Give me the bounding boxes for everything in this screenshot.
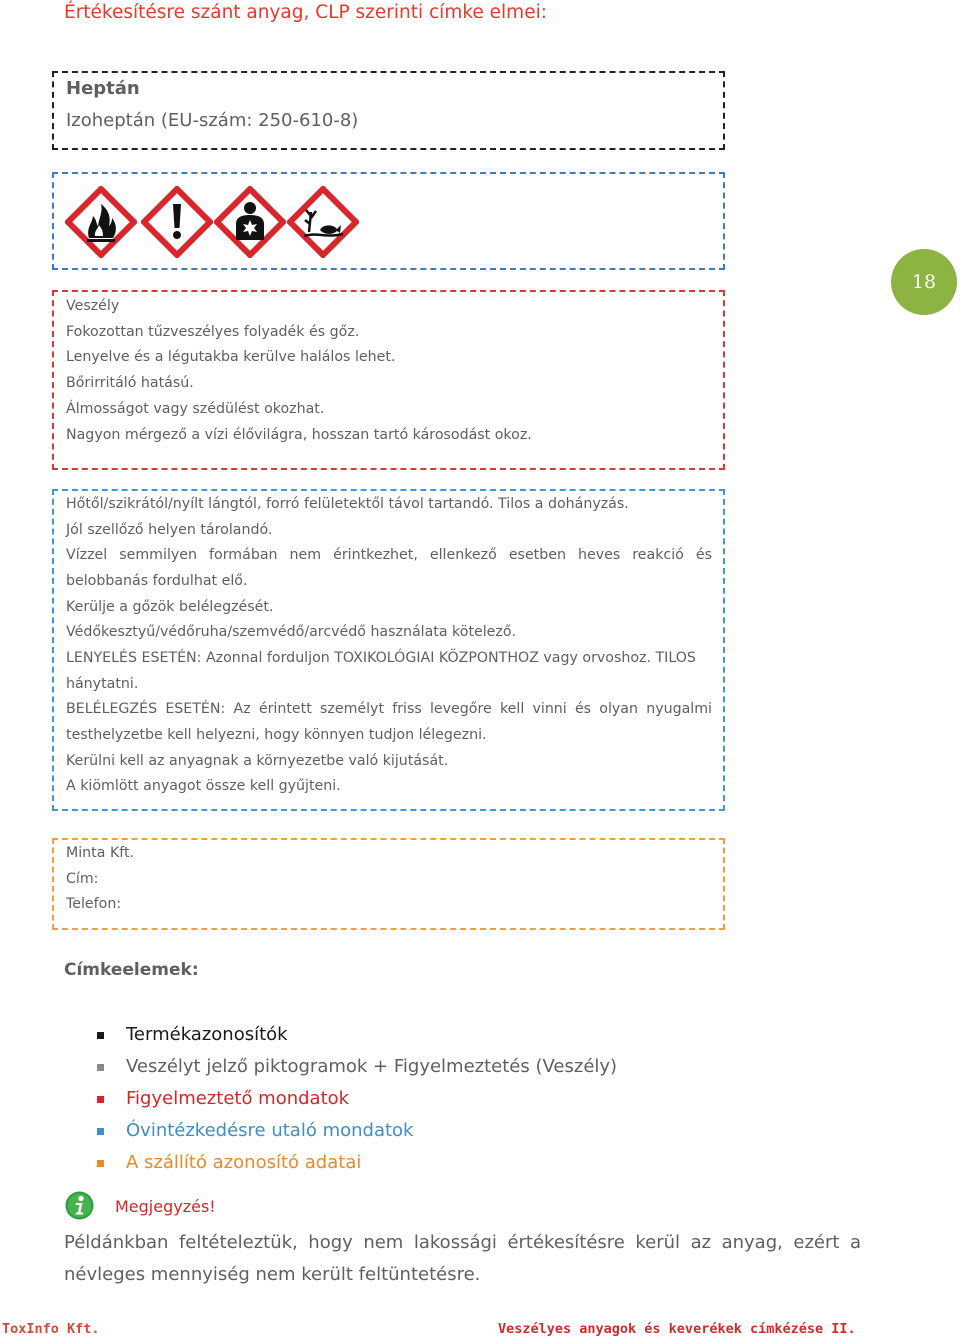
bullet <box>97 1096 104 1103</box>
precaution-line: Kerülni kell az anyagnak a környezetbe való kijutását. <box>66 753 449 769</box>
health-hazard-icon <box>214 186 286 258</box>
supplier-address-label: Cím: <box>66 871 99 887</box>
precaution-line: hánytatni. <box>66 676 139 692</box>
precaution-line: belobbanás fordulhat elő. <box>66 573 248 589</box>
note-label: Megjegyzés! <box>115 1197 216 1216</box>
hazard-statement: Lenyelve és a légutakba kerülve halálos lehet. <box>66 349 396 365</box>
supplier-company: Minta Kft. <box>66 845 135 861</box>
hazard-statement: Nagyon mérgező a vízi élővilágra, hosszan tartó károsodást okoz. <box>66 427 532 443</box>
flame-icon <box>65 186 137 258</box>
supplier-phone-label: Telefon: <box>66 896 122 912</box>
precaution-line: Hőtől/szikrától/nyílt lángtól, forró felületektől távol tartandó. Tilos a dohányzás. <box>66 496 629 512</box>
bullet <box>97 1064 104 1071</box>
page-number-badge: 18 <box>891 249 957 315</box>
list-item: Termékazonosítók <box>126 1024 288 1045</box>
environment-hazard-icon <box>287 186 359 258</box>
list-item: Figyelmeztető mondatok <box>126 1088 350 1109</box>
supplier-box <box>52 838 725 930</box>
precaution-line: Kerülje a gőzök belélegzését. <box>66 599 274 615</box>
info-icon <box>65 1191 94 1220</box>
footer-company: ToxInfo Kft. <box>2 1321 100 1337</box>
signal-word: Veszély <box>66 298 120 314</box>
list-item: A szállító azonosító adatai <box>126 1152 362 1173</box>
precaution-line: Védőkesztyű/védőruha/szemvédő/arcvédő használata kötelező. <box>66 624 517 640</box>
hazard-statement: Bőrirritáló hatású. <box>66 375 194 391</box>
hazard-statement: Álmosságot vagy szédülést okozhat. <box>66 401 325 417</box>
list-item: Veszélyt jelző piktogramok + Figyelmeztetés (Veszély) <box>126 1056 618 1077</box>
product-identifier: Izoheptán (EU-szám: 250-610-8) <box>66 110 359 131</box>
precaution-line: BELÉLEGZÉS ESETÉN: Az érintett személyt friss levegőre kell vinni és olyan nyugalmi <box>66 701 712 717</box>
precaution-line: testhelyzetbe kell helyezni, hogy könnyen tudjon lélegezni. <box>66 727 487 743</box>
list-item: Óvintézkedésre utaló mondatok <box>126 1120 414 1141</box>
bullet <box>97 1032 104 1039</box>
hazard-statement: Fokozottan tűzveszélyes folyadék és gőz. <box>66 324 360 340</box>
note-text: Példánkban feltételeztük, hogy nem lakossági értékesítésre kerül az anyag, ezért a <box>64 1232 861 1253</box>
precaution-line: LENYELÉS ESETÉN: Azonnal forduljon TOXIKOLÓGIAI KÖZPONTHOZ vagy orvoshoz. TILOS <box>66 650 696 666</box>
precaution-line: Vízzel semmilyen formában nem érintkezhet, ellenkező esetben heves reakció és <box>66 547 712 563</box>
bullet <box>97 1160 104 1167</box>
footer-document-title: Veszélyes anyagok és keverékek címkézése II. <box>498 1321 856 1337</box>
product-name: Heptán <box>66 78 140 99</box>
bullet <box>97 1128 104 1135</box>
label-elements-heading: Címkeelemek: <box>64 960 199 980</box>
note-text: névleges mennyiség nem került feltüntetésre. <box>64 1264 481 1285</box>
precaution-line: A kiömlött anyagot össze kell gyűjteni. <box>66 778 341 794</box>
page-title: Értékesítésre szánt anyag, CLP szerinti címke elmei: <box>64 2 547 23</box>
exclamation-mark-icon <box>141 186 213 258</box>
precaution-line: Jól szellőző helyen tárolandó. <box>66 522 273 538</box>
